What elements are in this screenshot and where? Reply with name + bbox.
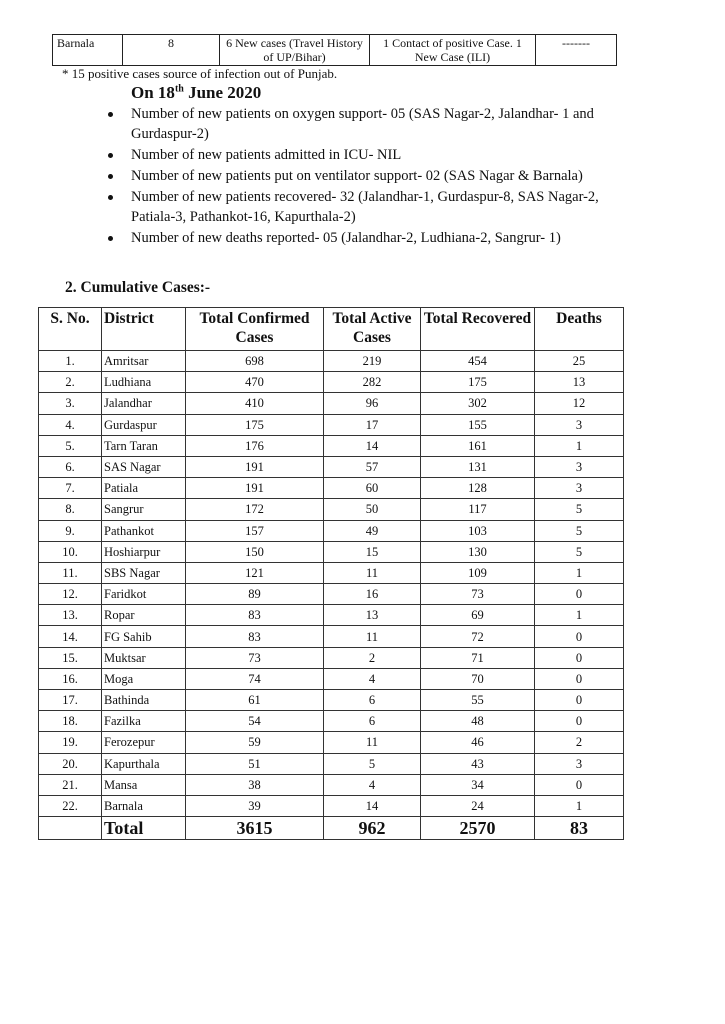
total-sno-cell	[39, 817, 102, 840]
table-row	[39, 753, 624, 774]
table-row	[39, 668, 624, 689]
recovered-cell: 161	[421, 435, 535, 456]
sno-cell: 7.	[39, 478, 102, 499]
confirmed-cell: 150	[186, 541, 324, 562]
deaths-cell: 2	[535, 732, 624, 753]
active-cell: 57	[324, 456, 421, 477]
header-total-recovered: Total Recovered	[421, 308, 535, 351]
table-row	[39, 647, 624, 668]
table-row	[39, 584, 624, 605]
table-row	[39, 732, 624, 753]
active-cell: 60	[324, 478, 421, 499]
active-cell: 13	[324, 605, 421, 626]
sno-cell: 17.	[39, 690, 102, 711]
active-cell: 2	[324, 647, 421, 668]
deaths-cell: 0	[535, 647, 624, 668]
table-row	[39, 626, 624, 647]
confirmed-cell: 191	[186, 478, 324, 499]
district-cell: Ludhiana	[102, 372, 186, 393]
district-cell: Jalandhar	[102, 393, 186, 414]
sno-cell: 11.	[39, 562, 102, 583]
confirmed-cell: 74	[186, 668, 324, 689]
previous-table-fragment	[52, 34, 617, 66]
active-cell: 5	[324, 753, 421, 774]
confirmed-cell: 59	[186, 732, 324, 753]
district-cell: Ropar	[102, 605, 186, 626]
district-cell: Kapurthala	[102, 753, 186, 774]
cumulative-cases-table	[38, 307, 624, 840]
active-cell: 6	[324, 711, 421, 732]
deaths-cell: 1	[535, 562, 624, 583]
recovered-cell: 175	[421, 372, 535, 393]
recovered-cell: 117	[421, 499, 535, 520]
sno-cell: 6.	[39, 456, 102, 477]
header-total-active: Total Active Cases	[324, 308, 421, 351]
recovered-cell: 131	[421, 456, 535, 477]
district-cell: Bathinda	[102, 690, 186, 711]
recovered-cell: 71	[421, 647, 535, 668]
total-recovered: 2570	[421, 817, 535, 840]
table-row	[39, 351, 624, 372]
sno-cell: 18.	[39, 711, 102, 732]
sno-cell: 3.	[39, 393, 102, 414]
confirmed-cell: 73	[186, 647, 324, 668]
total-row	[39, 817, 624, 840]
district-cell: Patiala	[102, 478, 186, 499]
active-cell: 17	[324, 414, 421, 435]
table-row	[39, 541, 624, 562]
sno-cell: 22.	[39, 795, 102, 816]
remarks-cell: -------	[536, 35, 617, 66]
recovered-cell: 72	[421, 626, 535, 647]
table-header-row	[39, 308, 624, 351]
header-sno: S. No.	[39, 308, 102, 351]
confirmed-cell: 176	[186, 435, 324, 456]
confirmed-cell: 51	[186, 753, 324, 774]
table-row	[53, 35, 617, 66]
sno-cell: 4.	[39, 414, 102, 435]
table-row	[39, 562, 624, 583]
active-cell: 16	[324, 584, 421, 605]
district-cell: SAS Nagar	[102, 456, 186, 477]
confirmed-cell: 191	[186, 456, 324, 477]
header-total-confirmed: Total Confirmed Cases	[186, 308, 324, 351]
recovered-cell: 69	[421, 605, 535, 626]
sno-cell: 12.	[39, 584, 102, 605]
daily-updates-list	[105, 104, 645, 249]
table-row	[39, 711, 624, 732]
deaths-cell: 0	[535, 711, 624, 732]
district-cell: Tarn Taran	[102, 435, 186, 456]
recovered-cell: 46	[421, 732, 535, 753]
date-heading-ordinal: th	[174, 83, 184, 95]
confirmed-cell: 698	[186, 351, 324, 372]
deaths-cell: 0	[535, 584, 624, 605]
recovered-cell: 103	[421, 520, 535, 541]
deaths-cell: 5	[535, 520, 624, 541]
confirmed-cell: 89	[186, 584, 324, 605]
list-item: Number of new deaths reported- 05 (Jalandhar-2, Ludhiana-2, Sangrur- 1)	[105, 228, 645, 248]
count-cell: 8	[123, 35, 220, 66]
district-cell: Gurdaspur	[102, 414, 186, 435]
recovered-cell: 48	[421, 711, 535, 732]
total-deaths: 83	[535, 817, 624, 840]
table-row	[39, 435, 624, 456]
sno-cell: 20.	[39, 753, 102, 774]
deaths-cell: 0	[535, 668, 624, 689]
district-cell: Muktsar	[102, 647, 186, 668]
active-cell: 4	[324, 774, 421, 795]
active-cell: 4	[324, 668, 421, 689]
active-cell: 219	[324, 351, 421, 372]
contact-cell: 1 Contact of positive Case. 1 New Case (ILI)	[370, 35, 536, 66]
confirmed-cell: 172	[186, 499, 324, 520]
table-row	[39, 478, 624, 499]
sno-cell: 10.	[39, 541, 102, 562]
sno-cell: 2.	[39, 372, 102, 393]
confirmed-cell: 39	[186, 795, 324, 816]
table-row	[39, 499, 624, 520]
table-row	[39, 520, 624, 541]
header-district: District	[102, 308, 186, 351]
total-label: Total	[102, 817, 186, 840]
confirmed-cell: 157	[186, 520, 324, 541]
confirmed-cell: 83	[186, 605, 324, 626]
list-item: Number of new patients put on ventilator support- 02 (SAS Nagar & Barnala)	[105, 166, 645, 186]
list-item: Number of new patients admitted in ICU- NIL	[105, 145, 645, 165]
active-cell: 11	[324, 562, 421, 583]
table-row	[39, 605, 624, 626]
district-cell: Mansa	[102, 774, 186, 795]
confirmed-cell: 175	[186, 414, 324, 435]
district-cell: Moga	[102, 668, 186, 689]
district-cell: SBS Nagar	[102, 562, 186, 583]
deaths-cell: 0	[535, 774, 624, 795]
list-item: Number of new patients on oxygen support- 05 (SAS Nagar-2, Jalandhar- 1 and Gurdaspur-2)	[105, 104, 645, 144]
sno-cell: 9.	[39, 520, 102, 541]
confirmed-cell: 61	[186, 690, 324, 711]
recovered-cell: 55	[421, 690, 535, 711]
recovered-cell: 302	[421, 393, 535, 414]
deaths-cell: 1	[535, 795, 624, 816]
district-cell: Hoshiarpur	[102, 541, 186, 562]
confirmed-cell: 83	[186, 626, 324, 647]
recovered-cell: 109	[421, 562, 535, 583]
recovered-cell: 43	[421, 753, 535, 774]
total-active: 962	[324, 817, 421, 840]
recovered-cell: 24	[421, 795, 535, 816]
total-confirmed: 3615	[186, 817, 324, 840]
sno-cell: 8.	[39, 499, 102, 520]
district-cell: Barnala	[53, 35, 123, 66]
deaths-cell: 5	[535, 541, 624, 562]
deaths-cell: 12	[535, 393, 624, 414]
deaths-cell: 1	[535, 435, 624, 456]
recovered-cell: 128	[421, 478, 535, 499]
active-cell: 6	[324, 690, 421, 711]
table-row	[39, 414, 624, 435]
section-heading: 2. Cumulative Cases:-	[65, 279, 211, 296]
deaths-cell: 3	[535, 456, 624, 477]
deaths-cell: 3	[535, 478, 624, 499]
table-row	[39, 795, 624, 816]
confirmed-cell: 121	[186, 562, 324, 583]
new-cases-cell: 6 New cases (Travel History of UP/Bihar)	[220, 35, 370, 66]
recovered-cell: 70	[421, 668, 535, 689]
district-cell: Faridkot	[102, 584, 186, 605]
active-cell: 11	[324, 626, 421, 647]
deaths-cell: 0	[535, 690, 624, 711]
table-row	[39, 774, 624, 795]
recovered-cell: 454	[421, 351, 535, 372]
active-cell: 49	[324, 520, 421, 541]
sno-cell: 5.	[39, 435, 102, 456]
active-cell: 14	[324, 435, 421, 456]
recovered-cell: 155	[421, 414, 535, 435]
table-row	[39, 456, 624, 477]
deaths-cell: 25	[535, 351, 624, 372]
district-cell: Sangrur	[102, 499, 186, 520]
date-heading-prefix: On 18	[131, 83, 175, 102]
active-cell: 96	[324, 393, 421, 414]
table-row	[39, 690, 624, 711]
date-heading-suffix: June 2020	[183, 83, 262, 102]
sno-cell: 16.	[39, 668, 102, 689]
recovered-cell: 34	[421, 774, 535, 795]
table-row	[39, 372, 624, 393]
deaths-cell: 13	[535, 372, 624, 393]
deaths-cell: 1	[535, 605, 624, 626]
active-cell: 282	[324, 372, 421, 393]
confirmed-cell: 470	[186, 372, 324, 393]
list-item: Number of new patients recovered- 32 (Jalandhar-1, Gurdaspur-8, SAS Nagar-2, Patiala-3, Pathankot-16, Kapurthala-2)	[105, 187, 645, 227]
deaths-cell: 3	[535, 414, 624, 435]
deaths-cell: 3	[535, 753, 624, 774]
confirmed-cell: 38	[186, 774, 324, 795]
date-heading	[131, 83, 261, 103]
district-cell: Pathankot	[102, 520, 186, 541]
sno-cell: 15.	[39, 647, 102, 668]
deaths-cell: 5	[535, 499, 624, 520]
recovered-cell: 73	[421, 584, 535, 605]
sno-cell: 21.	[39, 774, 102, 795]
active-cell: 14	[324, 795, 421, 816]
sno-cell: 19.	[39, 732, 102, 753]
deaths-cell: 0	[535, 626, 624, 647]
footnote: * 15 positive cases source of infection out of Punjab.	[62, 66, 338, 81]
district-cell: Ferozepur	[102, 732, 186, 753]
district-cell: Amritsar	[102, 351, 186, 372]
active-cell: 50	[324, 499, 421, 520]
district-cell: FG Sahib	[102, 626, 186, 647]
table-body	[39, 351, 624, 840]
sno-cell: 1.	[39, 351, 102, 372]
district-cell: Barnala	[102, 795, 186, 816]
active-cell: 11	[324, 732, 421, 753]
confirmed-cell: 54	[186, 711, 324, 732]
sno-cell: 14.	[39, 626, 102, 647]
table-row	[39, 393, 624, 414]
confirmed-cell: 410	[186, 393, 324, 414]
sno-cell: 13.	[39, 605, 102, 626]
recovered-cell: 130	[421, 541, 535, 562]
district-cell: Fazilka	[102, 711, 186, 732]
header-deaths: Deaths	[535, 308, 624, 351]
active-cell: 15	[324, 541, 421, 562]
